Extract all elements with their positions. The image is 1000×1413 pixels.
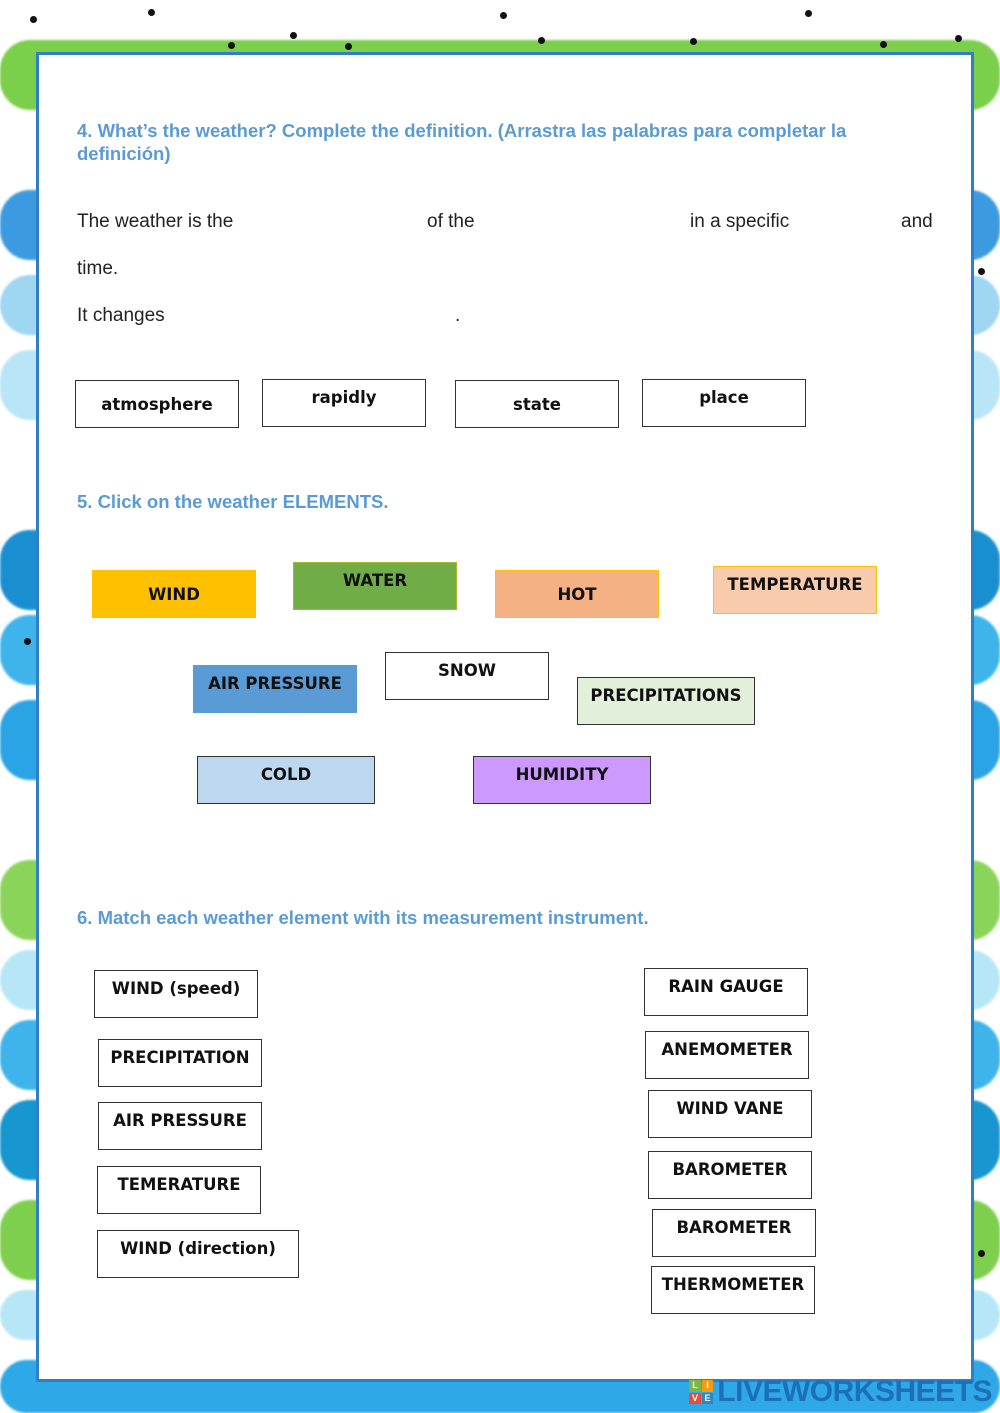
logo-mark-e: E bbox=[702, 1393, 714, 1405]
liveworksheets-logo-text: LIVEWORKSHEETS bbox=[717, 1375, 992, 1408]
instrument-barometer[interactable]: BAROMETER bbox=[648, 1151, 812, 1199]
word-state[interactable]: state bbox=[455, 380, 619, 428]
instrument-thermometer[interactable]: THERMOMETER bbox=[651, 1266, 815, 1314]
match-element-temperature[interactable]: TEMERATURE bbox=[97, 1166, 261, 1214]
worksheet-page bbox=[36, 52, 974, 1382]
sentence-1-end: time. bbox=[77, 258, 119, 279]
element-hot[interactable]: HOT bbox=[495, 570, 659, 618]
logo-mark-i: I bbox=[702, 1380, 714, 1392]
element-snow[interactable]: SNOW bbox=[385, 652, 549, 700]
word-atmosphere[interactable]: atmosphere bbox=[75, 380, 239, 428]
logo-mark-l: L bbox=[689, 1380, 701, 1392]
element-precipitations[interactable]: PRECIPITATIONS bbox=[577, 677, 755, 725]
liveworksheets-logo-mark bbox=[689, 1380, 713, 1404]
logo-mark-v: V bbox=[689, 1393, 701, 1405]
instrument-barometer-2[interactable]: BAROMETER bbox=[652, 1209, 816, 1257]
sentence-2-part-1: It changes bbox=[77, 305, 165, 326]
question-5-title: 5. Click on the weather ELEMENTS. bbox=[77, 491, 389, 512]
sentence-1-part-1: The weather is the bbox=[77, 211, 234, 232]
instrument-rain-gauge[interactable]: RAIN GAUGE bbox=[644, 968, 808, 1016]
element-humidity[interactable]: HUMIDITY bbox=[473, 756, 651, 804]
match-element-precipitation[interactable]: PRECIPITATION bbox=[98, 1039, 262, 1087]
match-element-wind-speed[interactable]: WIND (speed) bbox=[94, 970, 258, 1018]
sentence-1-part-4: and bbox=[901, 211, 933, 232]
instrument-anemometer[interactable]: ANEMOMETER bbox=[645, 1031, 809, 1079]
instrument-wind-vane[interactable]: WIND VANE bbox=[648, 1090, 812, 1138]
sentence-2-end: . bbox=[455, 305, 461, 326]
liveworksheets-logo bbox=[689, 1375, 992, 1409]
element-water[interactable]: WATER bbox=[293, 562, 457, 610]
element-air-pressure[interactable]: AIR PRESSURE bbox=[193, 665, 357, 713]
element-cold[interactable]: COLD bbox=[197, 756, 375, 804]
element-temperature[interactable]: TEMPERATURE bbox=[713, 566, 877, 614]
question-6-title: 6. Match each weather element with its measurement instrument. bbox=[77, 907, 649, 928]
match-element-wind-direction[interactable]: WIND (direction) bbox=[97, 1230, 299, 1278]
match-element-air-pressure[interactable]: AIR PRESSURE bbox=[98, 1102, 262, 1150]
word-rapidly[interactable]: rapidly bbox=[262, 379, 426, 427]
question-4-title: 4. What’s the weather? Complete the definition. (Arrastra las palabras para completar la definición) bbox=[77, 120, 847, 164]
element-wind[interactable]: WIND bbox=[92, 570, 256, 618]
sentence-1-part-2: of the bbox=[427, 211, 475, 232]
sentence-1-part-3: in a specific bbox=[690, 211, 790, 232]
word-place[interactable]: place bbox=[642, 379, 806, 427]
